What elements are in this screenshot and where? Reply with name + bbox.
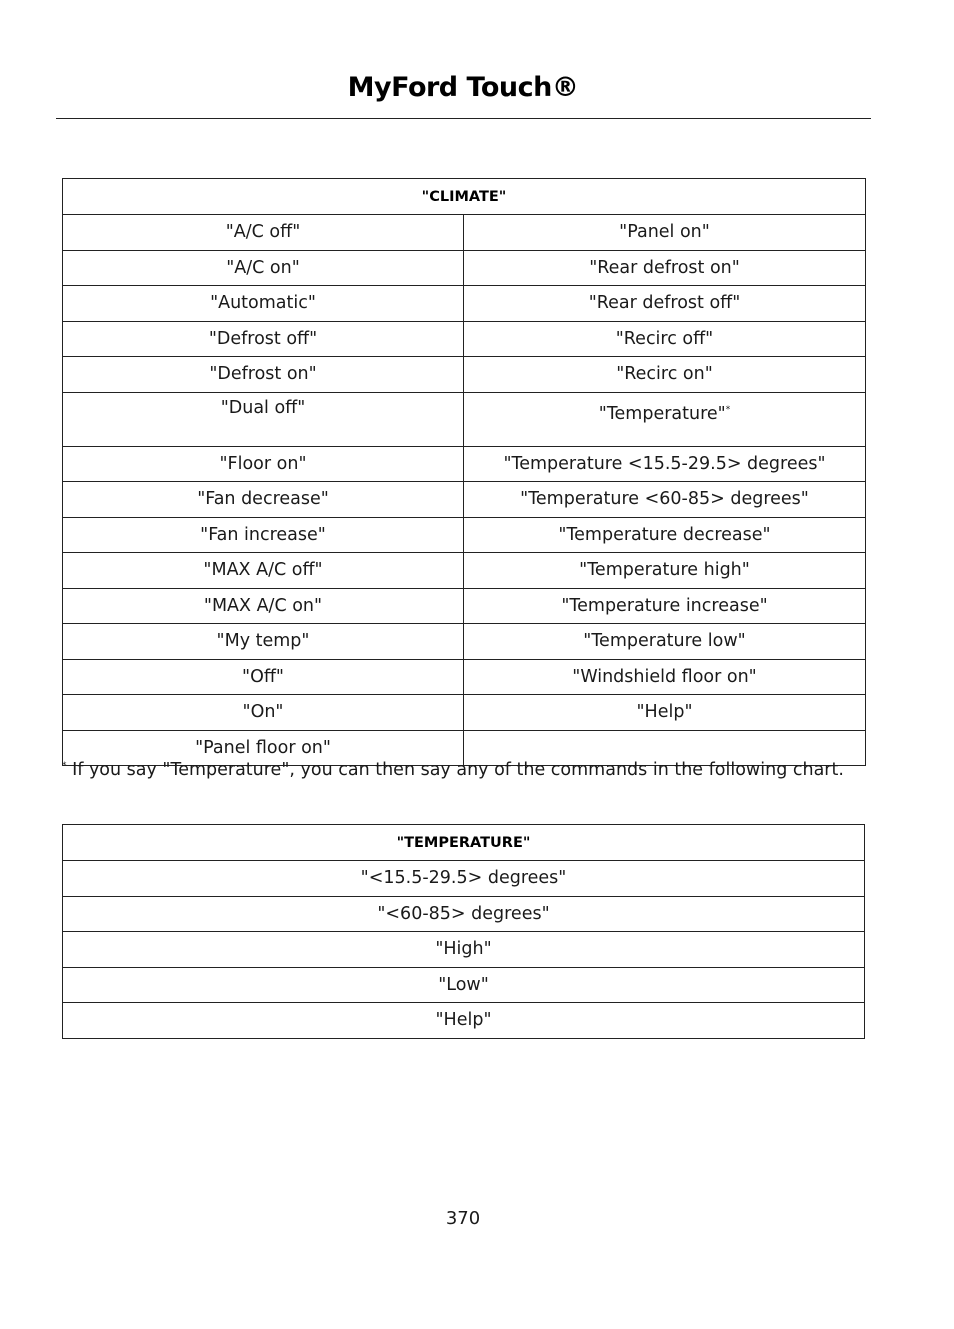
command-cell: "Rear defrost on" <box>464 250 866 286</box>
command-cell: "Fan decrease" <box>63 482 464 518</box>
command-cell: "<60-85> degrees" <box>63 896 865 932</box>
table-row <box>63 517 866 553</box>
command-cell: "On" <box>63 695 464 731</box>
command-cell: "MAX A/C off" <box>63 553 464 589</box>
table-row <box>63 624 866 660</box>
table-row <box>63 321 866 357</box>
command-text: "Temperature" <box>598 403 726 424</box>
table-row <box>63 896 865 932</box>
command-cell: "Help" <box>63 1003 865 1039</box>
table-row <box>63 357 866 393</box>
table-row <box>63 215 866 251</box>
table-row <box>63 659 866 695</box>
climate-commands-table <box>62 178 866 766</box>
climate-table-heading: "CLIMATE" <box>63 179 866 215</box>
table-row <box>63 967 865 1003</box>
temperature-table-heading: "TEMPERATURE" <box>63 825 865 861</box>
command-cell: "Fan increase" <box>63 517 464 553</box>
command-cell: "Automatic" <box>63 286 464 322</box>
command-cell: "Recirc on" <box>464 357 866 393</box>
command-cell: "High" <box>63 932 865 968</box>
temperature-commands-table <box>62 824 865 1039</box>
command-cell: "Off" <box>63 659 464 695</box>
command-cell: "MAX A/C on" <box>63 588 464 624</box>
footnote-marker: * <box>725 404 731 415</box>
table-row <box>63 286 866 322</box>
command-cell: "Temperature increase" <box>464 588 866 624</box>
command-cell: "Recirc off" <box>464 321 866 357</box>
table-row <box>63 553 866 589</box>
command-cell: "Rear defrost off" <box>464 286 866 322</box>
command-cell: "Temperature high" <box>464 553 866 589</box>
command-cell: "Temperature <60-85> degrees" <box>464 482 866 518</box>
table-row <box>63 932 865 968</box>
table-row <box>63 588 866 624</box>
command-cell: "My temp" <box>63 624 464 660</box>
table-header-row <box>63 825 865 861</box>
command-cell: "Defrost off" <box>63 321 464 357</box>
table-header-row <box>63 179 866 215</box>
command-cell: "Dual off" <box>63 392 464 446</box>
command-cell: "Temperature low" <box>464 624 866 660</box>
footnote-marker: * <box>62 761 67 772</box>
page-number: 370 <box>445 1208 481 1229</box>
command-cell: "<15.5-29.5> degrees" <box>63 861 865 897</box>
command-cell: "Floor on" <box>63 446 464 482</box>
table-row <box>63 392 866 446</box>
table-row <box>63 482 866 518</box>
command-cell: "Low" <box>63 967 865 1003</box>
command-cell: "Defrost on" <box>63 357 464 393</box>
footnote-text: If you say "Temperature", you can then say any of the commands in the following chart. <box>66 760 844 780</box>
page-title: MyFord Touch® <box>347 72 579 103</box>
command-cell: "Help" <box>464 695 866 731</box>
command-cell: "Temperature <15.5-29.5> degrees" <box>464 446 866 482</box>
command-cell: "A/C on" <box>63 250 464 286</box>
command-cell: "Windshield floor on" <box>464 659 866 695</box>
table-row <box>63 1003 865 1039</box>
title-divider <box>56 118 871 119</box>
command-cell: "A/C off" <box>63 215 464 251</box>
table-row <box>63 695 866 731</box>
table-row <box>63 861 865 897</box>
command-cell: "Panel on" <box>464 215 866 251</box>
table-row <box>63 250 866 286</box>
command-cell: "Temperature decrease" <box>464 517 866 553</box>
footnote <box>62 760 882 780</box>
table-row <box>63 446 866 482</box>
command-cell-with-footnote <box>464 392 866 446</box>
command-cell: "Panel floor on" <box>63 730 464 766</box>
